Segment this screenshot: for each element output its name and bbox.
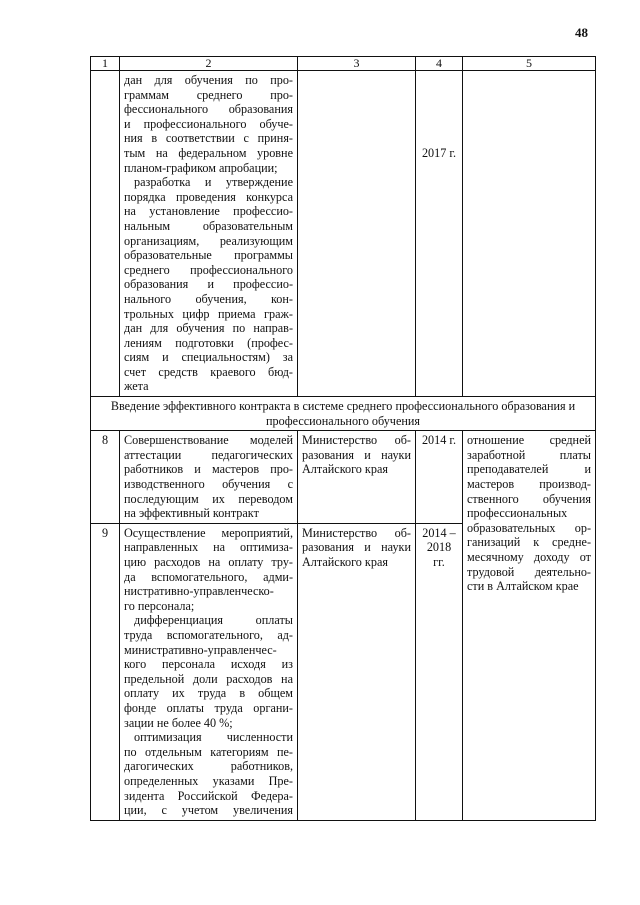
continuation-row bbox=[91, 71, 596, 397]
column-header-1: 1 bbox=[91, 57, 120, 71]
continuation-year-cell bbox=[416, 71, 463, 397]
column-header-3: 3 bbox=[298, 57, 416, 71]
section-title: Введение эффективного контракта в системе среднего профессионального образования и профессионального обучения bbox=[91, 397, 596, 431]
column-header-4: 4 bbox=[416, 57, 463, 71]
column-header-5: 5 bbox=[463, 57, 596, 71]
continuation-responsible-cell bbox=[298, 71, 416, 397]
continuation-indicator-cell bbox=[463, 71, 596, 397]
column-header-2: 2 bbox=[120, 57, 298, 71]
section-header-row bbox=[91, 397, 596, 431]
page-number: 48 bbox=[575, 25, 588, 40]
row-years: 2014 г. bbox=[421, 433, 457, 448]
table-row bbox=[91, 431, 596, 524]
row-description-cell: Совершенствование моделей аттестации педагогических работников и мастеров про- изводственного обучения с последующим их переводом на эффективный контракт bbox=[120, 431, 298, 524]
continuation-description-cell: дан для обучения по про- граммам среднего про- фессионального образования и профессионального обуче- ния в соответствии с приня- тым на федеральном уровне планом-графиком апробации; разработка и утверждение порядка проведения конкурса на установление профессио- нальным образовательным организациям, реализующим образовательные программы среднего профессионального образования и профессио- нального обучения, кон- трольных цифр приема граж- дан для обучения по направ- лениям подготовки (профес- сиям и специальностям) за счет средств краевого бюд- жета bbox=[120, 71, 298, 397]
row-description-cell: Осуществление мероприятий, направленных на оптимиза- цию расходов на оплату тру- да вспомогательного, адми- нистративно-управленческо- го персонала; дифференциация оплаты труда вспомогательного, ад- министративно-управленчес- кого персонала исходя из предельной доли расходов на оплату их труда в общем фонде оплаты труда органи- зации не более 40 %; оптимизация численности по отдельным категориям пе- дагогических работников, определенных указами Пре- зидента Российской Федера- ции, с учетом увеличения bbox=[120, 523, 298, 820]
continuation-year: 2017 г. bbox=[421, 146, 457, 160]
row-years-cell bbox=[416, 431, 463, 524]
row-number: 8 bbox=[91, 431, 120, 524]
row-responsible-cell: Министерство об- разования и науки Алтайского края bbox=[298, 523, 416, 820]
indicator-cell: отношение средней заработной платы преподавателей и мастеров производ- ственного обучения профессиональных образовательных ор- ганизаций к средне- месячному доходу от трудовой деятельно- сти в Алтайском крае bbox=[463, 431, 596, 820]
row-years-end: 2018 гг. bbox=[426, 540, 452, 569]
measures-table bbox=[90, 56, 596, 821]
column-header-row bbox=[91, 57, 596, 71]
row-years-start: 2014 – bbox=[422, 525, 456, 540]
row-number: 9 bbox=[91, 523, 120, 820]
continuation-number-cell bbox=[91, 71, 120, 397]
row-responsible-cell: Министерство об- разования и науки Алтайского края bbox=[298, 431, 416, 524]
row-years-cell bbox=[416, 523, 463, 820]
